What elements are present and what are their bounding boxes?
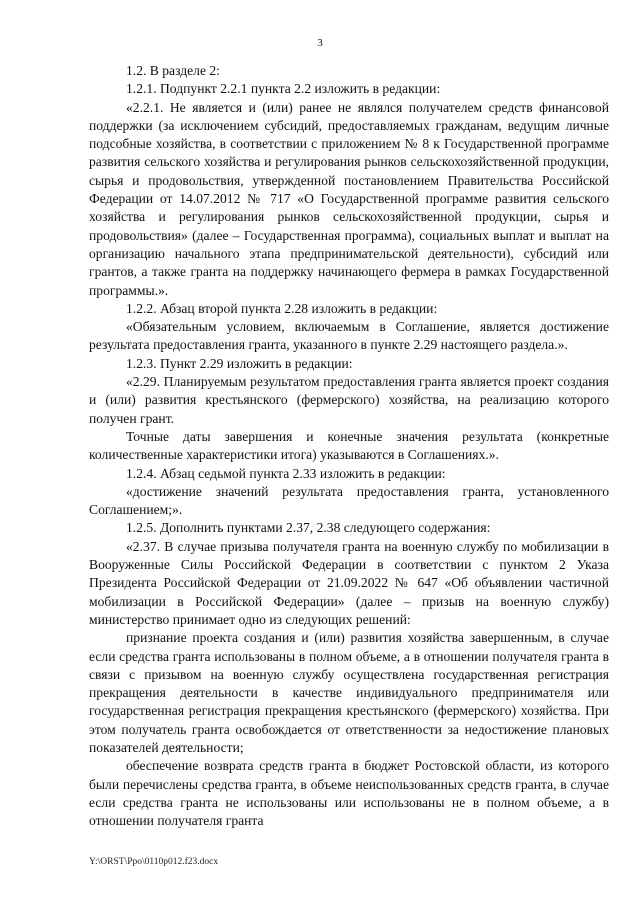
paragraph: 1.2. В разделе 2: xyxy=(126,63,220,78)
paragraph: 1.2.1. Подпункт 2.2.1 пункта 2.2 изложить в редакции: xyxy=(126,81,441,97)
paragraph: Точные даты завершения и конечные значения результата (конкретные количественные характеристики итога) указываются в Соглашениях.». xyxy=(89,428,609,463)
paragraph: 1.2.4. Абзац седьмой пункта 2.33 изложить в редакции: xyxy=(126,465,446,481)
paragraph: 1.2.2. Абзац второй пункта 2.28 изложить в редакции: xyxy=(126,300,438,316)
file-path-footer: Y:\ORST\Ppo\0110p012.f23.docx xyxy=(89,857,219,867)
paragraph: 1.2.5. Дополнить пунктами 2.37, 2.38 следующего содержания: xyxy=(126,520,491,536)
paragraph: 1.2.3. Пункт 2.29 изложить в редакции: xyxy=(126,355,353,371)
paragraph: «2.37. В случае призыва получателя гранта на военную службу по мобилизации в Вооруженные Силы Российской Федерации в соответствии с пунктом 2 Указа Президента Российской Федерации от 21.09.2022 № 647 «Об объявлении частичной мобилизации в Российской Федерации» (далее – призыв на военную службу) министерство принимает одно из следующих решений: xyxy=(89,538,609,627)
document-body xyxy=(89,62,609,830)
paragraph: «2.29. Планируемым результатом предоставления гранта является проект создания и (или) развития крестьянского (фермерского) хозяйства, на реализацию которого получен грант. xyxy=(89,374,609,426)
paragraph: «Обязательным условием, включаемым в Соглашение, является достижение результата предоставления гранта, указанного в пункте 2.29 настоящего раздела.». xyxy=(89,319,609,353)
paragraph: признание проекта создания и (или) развития хозяйства завершенным, в случае если средства гранта использованы в полном объеме, а в отношении получателя гранта в связи с призывом на военную службу осуществлена государственная регистрация прекращения деятельности в качестве индивидуального предпринимателя или государственная регистрация прекращения крестьянского (фермерского) хозяйства. При этом получатель гранта освобождается от ответственности за недостижение плановых показателей деятельности; xyxy=(89,630,609,755)
paragraph: «достижение значений результата предоставления гранта, установленного Соглашением;». xyxy=(89,483,609,518)
paragraph: обеспечение возврата средств гранта в бюджет Ростовской области, из которого были перечислены средства гранта, в объеме неиспользованных средств гранта, в случае если средства гранта не использованы или использованы не в полном объеме, а в отношении получателя гранта xyxy=(89,758,609,829)
paragraph: «2.2.1. Не является и (или) ранее не являлся получателем средств финансовой поддержки (за исключением субсидий, предоставляемых гражданам, ведущим личные подсобные хозяйства, в соответствии с приложением № 8 к Государственной программе развития сельского хозяйства и регулирования рынков сельскохозяйственной продукции, сырья и продовольствия, утвержденной постановлением Правительства Российской Федерации от 14.07.2012 № 717 «О Государственной программе развития сельского хозяйства и регулирования рынков сельскохозяйственной продукции, сырья и продовольствия» (далее – Государственная программа), социальных выплат и выплат на организацию начального этапа предпринимательской деятельности), субсидий или грантов, а также гранта на поддержку начинающего фермера в рамках Государственной программы.». xyxy=(89,99,609,298)
page-number: 3 xyxy=(317,37,323,49)
